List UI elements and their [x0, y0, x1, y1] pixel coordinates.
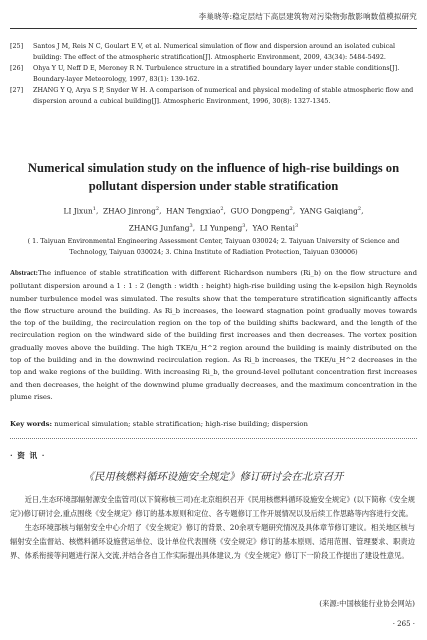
page-number: · 265 ·	[392, 620, 415, 628]
english-title: Numerical simulation study on the influence of high-rise buildings on pollutant dispersion under stable stratification	[27, 161, 400, 193]
abstract-text: The influence of stable stratification with different Richardson numbers (Ri_b) on the flow structure and pollutant dispersion around a 1 : 1 : 2 (length : width : height) high-rise building using the k-epsilon high Reynolds number turbulence model was simulated. The results show that the temperature stratification significantly affects the flow structure around the building. As Ri_b increases, the leeward stagnation point gradually moves towards the top of the building, the recirculation region on the top of the building shifts backward, and the length of the recirculation region on the windward side of the building first increases and then decreases. The vortex position gradually moves above the building. The high TKE/u_H^2 region around the building is mainly distributed on the top of the building and in the downwind recirculation region. As Ri_b increases, the TKE/u_H^2 decreases in the top and wake regions of the building. With increasing Ri_b, the ground-level pollutant concentration first increases and then decreases, the height of the downwind plume gradually decreases, and the maximum concentration in the plume rises.	[10, 269, 417, 401]
running-header: 李巢晓等:稳定层结下高层建筑物对污染物弥散影响数值模拟研究	[198, 12, 417, 21]
reference-text: Santos J M, Reis N C, Goulart E V, et al. Numerical simulation of flow and dispersion around an isolated cubical building: The effect of the atmospheric stratification[J]. Atmospheric Environment, 2009, 43(34): 5484-5492.	[33, 42, 396, 61]
reference-item	[10, 85, 415, 106]
keywords	[10, 418, 417, 430]
author-line-1: LI Jixun$^1$, ZHAO Jinrong$^2$, HAN Tengxiao$^2$, GUO Dongpeng$^2$, YANG Gaiqiang$^2$,	[63, 206, 364, 216]
affiliations: ( 1. Taiyuan Environmental Engineering Assessment Center, Taiyuan 030024; 2. Taiyuan University of Science and Technology, Taiyuan 030024; 3. China Institute of Radiation Protection, Taiyuan 030006)	[27, 237, 400, 256]
news-paragraph: 近日,生态环境部辐射源安全监管司(以下简称核三司)在北京组织召开《民用核燃料循环设施安全规定》(以下简称《安全规定》)修订研讨会,重点围绕《安全规定》修订的基本原则和定位、各专题修订工作开展情况以及后续工作思路等内容进行交流。	[10, 495, 415, 518]
news-title: 《民用核燃料循环设施安全规定》修订研讨会在北京召开	[83, 471, 344, 483]
news-section-label: · 资 讯 ·	[10, 451, 46, 460]
author-list	[20, 202, 407, 236]
reference-number: [27]	[10, 86, 24, 95]
reference-number: [25]	[10, 42, 24, 50]
keywords-label: Key words:	[10, 420, 53, 428]
abstract-label: Abstract:	[10, 270, 38, 277]
news-body	[10, 493, 415, 563]
reference-text: ZHANG Y Q, Arya S P, Snyder W H. A comparison of numerical and physical modeling of stable atmospheric flow and dispersion around a cubical building[J]. Atmospheric Environment, 1996, 30(8): 1327-1345.	[33, 86, 414, 105]
abstract	[10, 267, 417, 403]
reference-item	[10, 41, 415, 62]
reference-list	[10, 41, 415, 108]
reference-text: Ohya Y U, Neff D E, Meroney R N. Turbulence structure in a stratified boundary layer under stable conditions[J]. Boundary-layer Meteorology, 1997, 83(1): 139-162.	[33, 64, 400, 83]
reference-number: [26]	[10, 64, 24, 73]
header-rule	[10, 28, 417, 29]
keywords-text: numerical simulation; stable stratification; high-rise building; dispersion	[54, 420, 308, 428]
news-paragraph: 生态环境部核与辐射安全中心介绍了《安全规定》修订的背景、20余项专题研究情况及具体章节修订建议。相关地区核与辐射安全监督站、核燃料循环设施营运单位、设计单位代表围绕《安全规定》修订的基本原则、适用范围、管理要求、职责边界、体系衔接等问题进行深入交流,并结合各自工作实际提出具体建议,为《安全规定》修订下一阶段工作提出了建设性意见。	[10, 522, 415, 560]
news-source: (来源:中国核能行业协会网站)	[319, 599, 415, 608]
author-line-2: ZHANG Junfang$^3$, LI Yunpeng$^3$, YAO Rentai$^3$	[128, 222, 299, 233]
reference-item	[10, 63, 415, 84]
section-divider	[10, 438, 417, 439]
